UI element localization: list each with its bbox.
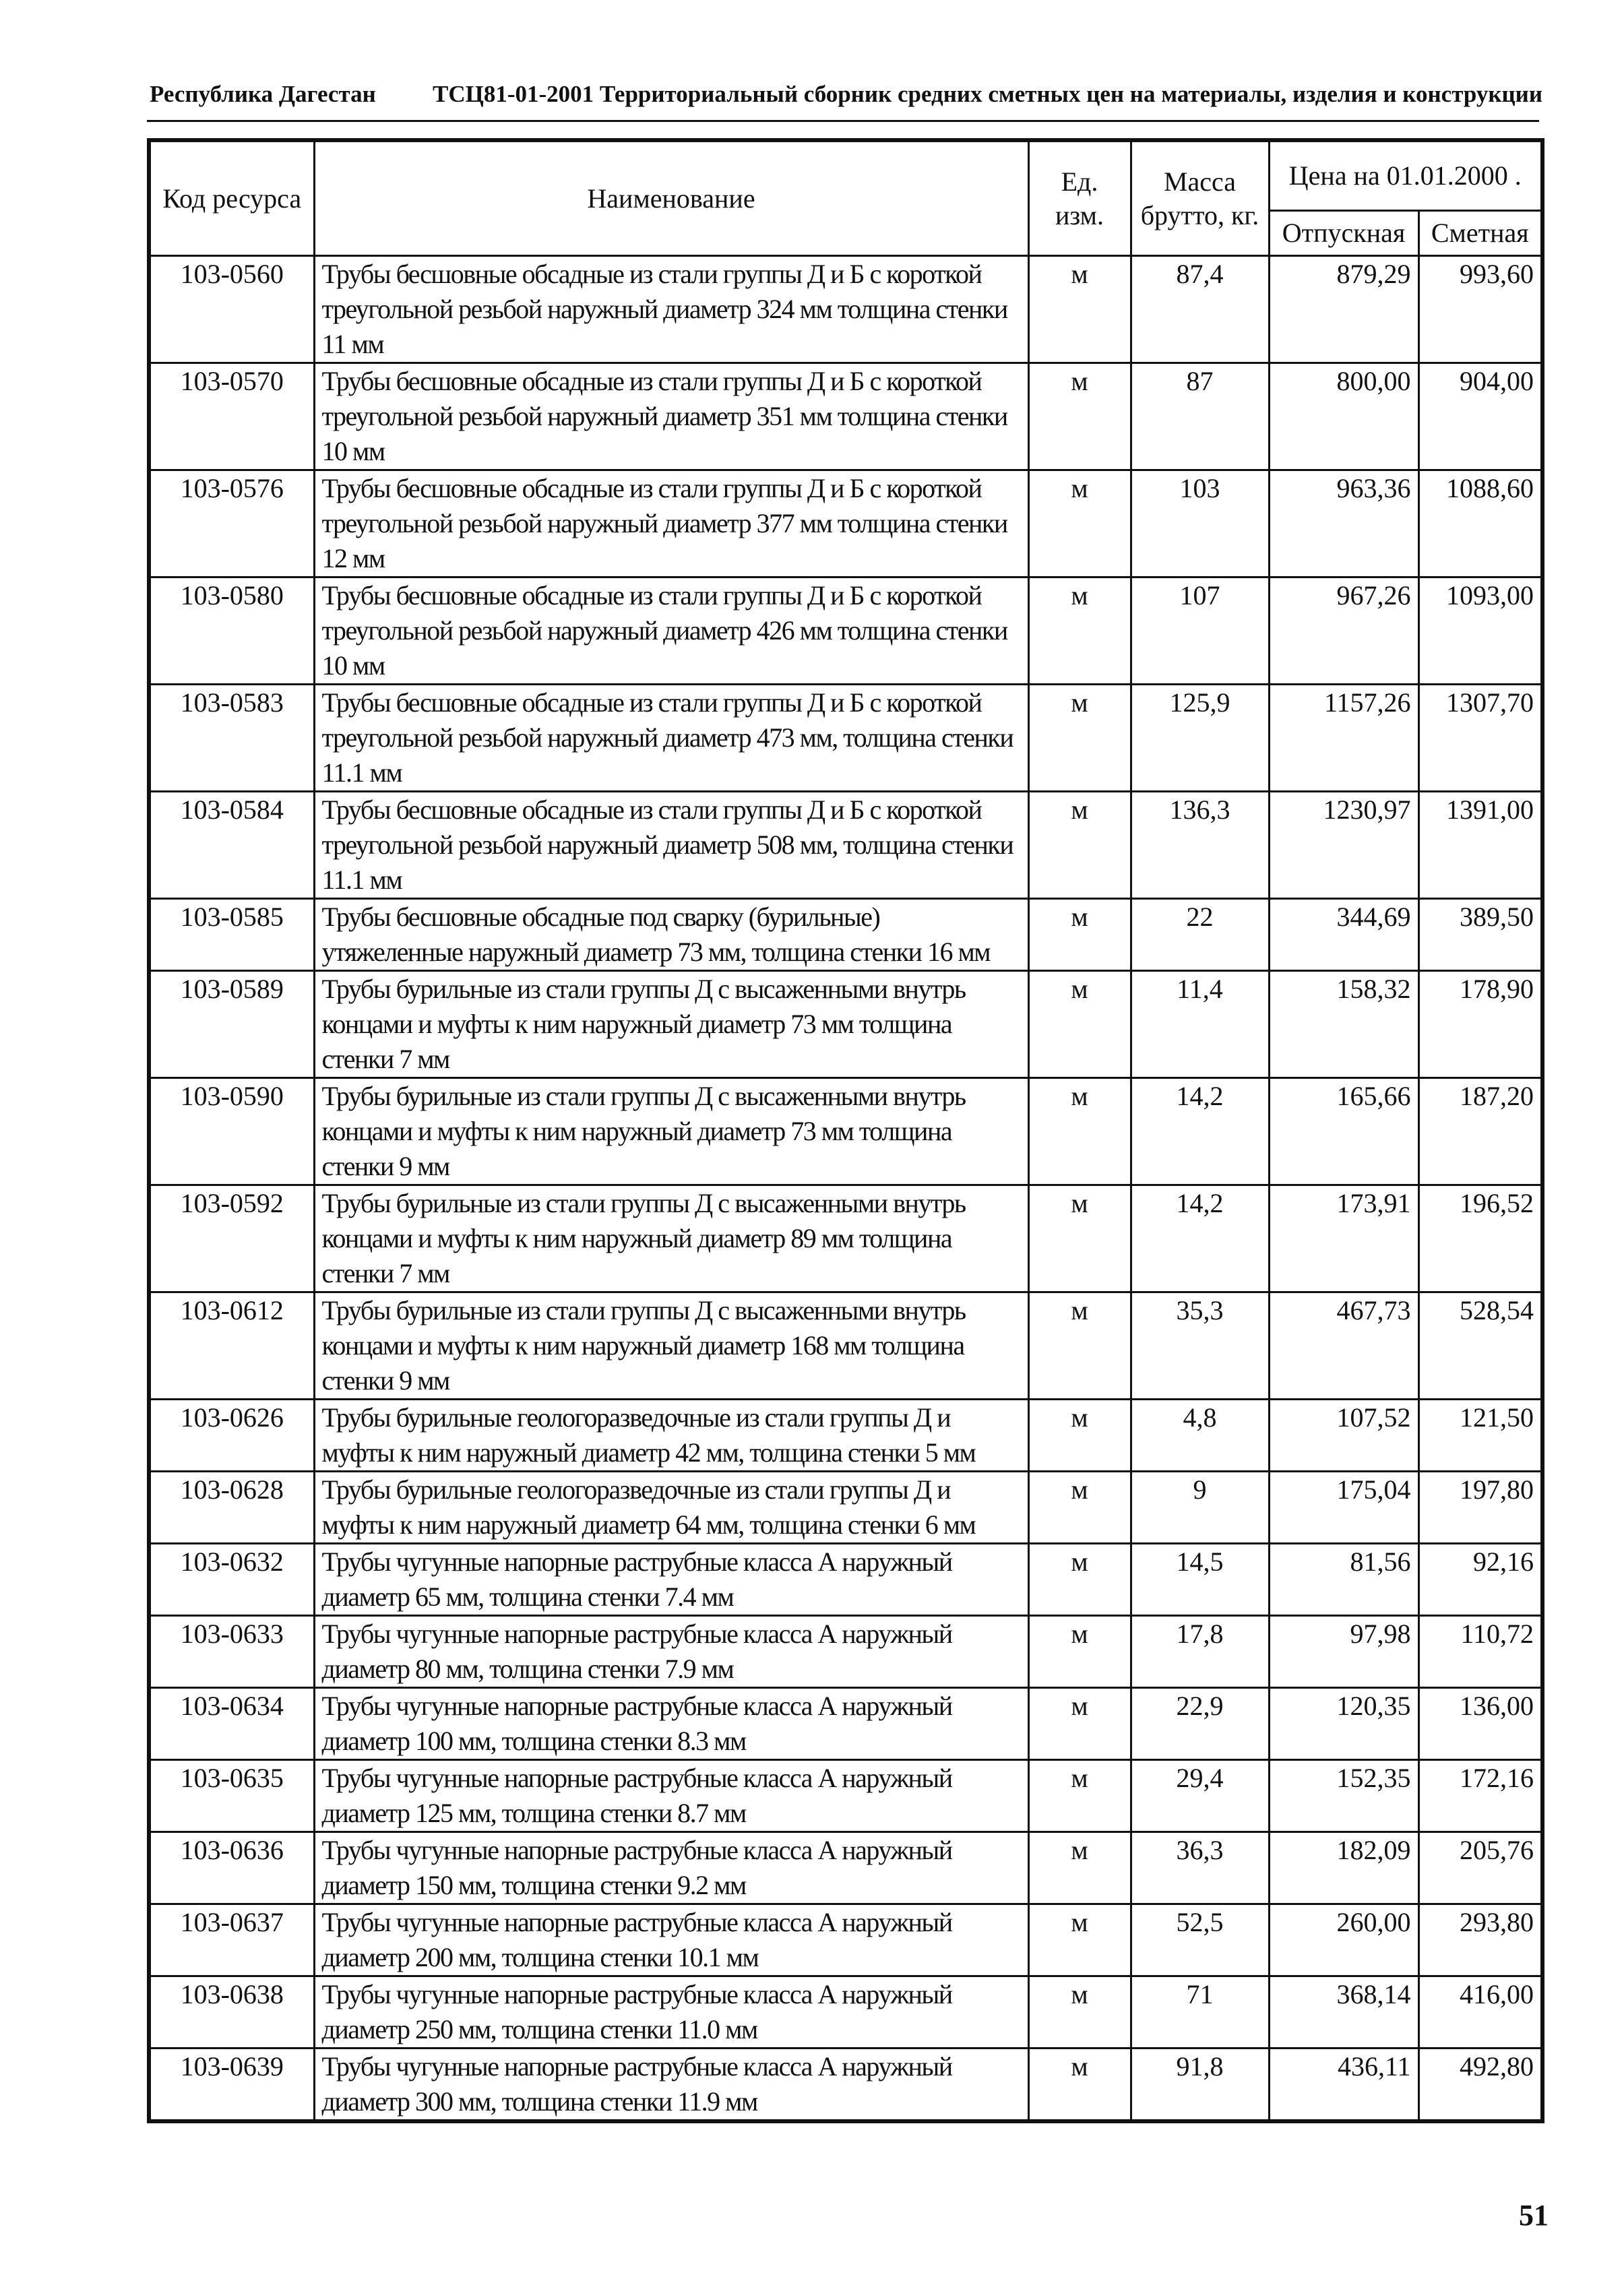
resource-name-cell: Трубы чугунные напорные раструбные класса А наружный диаметр 100 мм, толщина стенки 8.3 мм — [314, 1688, 1028, 1760]
table-row — [149, 1185, 1542, 1292]
resource-code-cell: 103-0584 — [149, 792, 314, 899]
estimate-price-cell: 904,00 — [1418, 363, 1542, 470]
table-row — [149, 1904, 1542, 1976]
resource-name-cell: Трубы чугунные напорные раструбные класса А наружный диаметр 200 мм, толщина стенки 10.1 мм — [314, 1904, 1028, 1976]
estimate-price-cell: 205,76 — [1418, 1832, 1542, 1904]
gross-mass-cell: 14,5 — [1131, 1544, 1269, 1616]
estimate-price-cell: 196,52 — [1418, 1185, 1542, 1292]
resource-code-cell: 103-0632 — [149, 1544, 314, 1616]
estimate-price-cell: 178,90 — [1418, 971, 1542, 1078]
unit-cell: м — [1028, 363, 1131, 470]
unit-cell: м — [1028, 1544, 1131, 1616]
resource-name-cell: Трубы бурильные геологоразведочные из стали группы Д и муфты к ним наружный диаметр 64 мм, толщина стенки 6 мм — [314, 1472, 1028, 1544]
estimate-price-cell: 1093,00 — [1418, 577, 1542, 685]
page-number: 51 — [1519, 2199, 1549, 2232]
unit-cell: м — [1028, 1472, 1131, 1544]
table-row — [149, 363, 1542, 470]
table-row — [149, 577, 1542, 685]
resource-name-cell: Трубы чугунные напорные раструбные класса А наружный диаметр 65 мм, толщина стенки 7.4 мм — [314, 1544, 1028, 1616]
release-price-cell: 1230,97 — [1269, 792, 1418, 899]
table-row — [149, 792, 1542, 899]
gross-mass-cell: 107 — [1131, 577, 1269, 685]
estimate-price-cell: 110,72 — [1418, 1616, 1542, 1688]
table-row — [149, 971, 1542, 1078]
resource-name-cell: Трубы бесшовные обсадные из стали группы Д и Б с короткой треугольной резьбой наружный диаметр 426 мм толщина стенки 10 мм — [314, 577, 1028, 685]
gross-mass-cell: 14,2 — [1131, 1185, 1269, 1292]
release-price-cell: 175,04 — [1269, 1472, 1418, 1544]
gross-mass-cell: 9 — [1131, 1472, 1269, 1544]
gross-mass-cell: 71 — [1131, 1976, 1269, 2049]
resource-code-cell: 103-0626 — [149, 1400, 314, 1472]
unit-cell: м — [1028, 1400, 1131, 1472]
table-row — [149, 1292, 1542, 1400]
resource-code-cell: 103-0583 — [149, 685, 314, 792]
resource-name-cell: Трубы чугунные напорные раструбные класса А наружный диаметр 300 мм, толщина стенки 11.9 мм — [314, 2049, 1028, 2122]
estimate-price-cell: 389,50 — [1418, 899, 1542, 971]
unit-cell: м — [1028, 1976, 1131, 2049]
estimate-price-cell: 492,80 — [1418, 2049, 1542, 2122]
col-header-name: Наименование — [314, 140, 1028, 256]
unit-cell: м — [1028, 577, 1131, 685]
resource-name-cell: Трубы бурильные геологоразведочные из стали группы Д и муфты к ним наружный диаметр 42 мм, толщина стенки 5 мм — [314, 1400, 1028, 1472]
header-title: ТСЦ81-01-2001 Территориальный сборник средних сметных цен на материалы, изделия и конструкции — [433, 81, 1542, 107]
estimate-price-cell: 416,00 — [1418, 1976, 1542, 2049]
resource-name-cell: Трубы бесшовные обсадные из стали группы Д и Б с короткой треугольной резьбой наружный диаметр 377 мм толщина стенки 12 мм — [314, 470, 1028, 577]
release-price-cell: 368,14 — [1269, 1976, 1418, 2049]
resource-code-cell: 103-0580 — [149, 577, 314, 685]
resource-code-cell: 103-0637 — [149, 1904, 314, 1976]
table-row — [149, 1078, 1542, 1185]
table-row — [149, 256, 1542, 363]
estimate-price-cell: 197,80 — [1418, 1472, 1542, 1544]
resource-code-cell: 103-0628 — [149, 1472, 314, 1544]
table-body — [149, 256, 1542, 2122]
unit-cell: м — [1028, 685, 1131, 792]
table-row — [149, 1688, 1542, 1760]
release-price-cell: 879,29 — [1269, 256, 1418, 363]
price-table — [147, 138, 1544, 2123]
header-region: Республика Дагестан — [150, 81, 376, 107]
estimate-price-cell: 172,16 — [1418, 1760, 1542, 1832]
col-header-unit: Ед. изм. — [1028, 140, 1131, 256]
release-price-cell: 260,00 — [1269, 1904, 1418, 1976]
release-price-cell: 97,98 — [1269, 1616, 1418, 1688]
release-price-cell: 158,32 — [1269, 971, 1418, 1078]
table-row — [149, 1616, 1542, 1688]
release-price-cell: 963,36 — [1269, 470, 1418, 577]
estimate-price-cell: 528,54 — [1418, 1292, 1542, 1400]
estimate-price-cell: 993,60 — [1418, 256, 1542, 363]
resource-name-cell: Трубы бурильные из стали группы Д с высаженными внутрь концами и муфты к ним наружный диаметр 168 мм толщина стенки 9 мм — [314, 1292, 1028, 1400]
unit-cell: м — [1028, 1185, 1131, 1292]
table-row — [149, 685, 1542, 792]
release-price-cell: 436,11 — [1269, 2049, 1418, 2122]
unit-cell: м — [1028, 1760, 1131, 1832]
gross-mass-cell: 29,4 — [1131, 1760, 1269, 1832]
gross-mass-cell: 14,2 — [1131, 1078, 1269, 1185]
release-price-cell: 467,73 — [1269, 1292, 1418, 1400]
resource-name-cell: Трубы бесшовные обсадные из стали группы Д и Б с короткой треугольной резьбой наружный диаметр 473 мм, толщина стенки 11.1 мм — [314, 685, 1028, 792]
resource-code-cell: 103-0635 — [149, 1760, 314, 1832]
gross-mass-cell: 87 — [1131, 363, 1269, 470]
release-price-cell: 81,56 — [1269, 1544, 1418, 1616]
unit-cell: м — [1028, 899, 1131, 971]
table-row — [149, 1976, 1542, 2049]
resource-code-cell: 103-0634 — [149, 1688, 314, 1760]
unit-cell: м — [1028, 792, 1131, 899]
table-row — [149, 1760, 1542, 1832]
estimate-price-cell: 92,16 — [1418, 1544, 1542, 1616]
resource-code-cell: 103-0612 — [149, 1292, 314, 1400]
table-row — [149, 470, 1542, 577]
estimate-price-cell: 1391,00 — [1418, 792, 1542, 899]
resource-name-cell: Трубы бесшовные обсадные из стали группы Д и Б с короткой треугольной резьбой наружный диаметр 324 мм толщина стенки 11 мм — [314, 256, 1028, 363]
resource-code-cell: 103-0560 — [149, 256, 314, 363]
resource-name-cell: Трубы бесшовные обсадные под сварку (бурильные) утяжеленные наружный диаметр 73 мм, толщина стенки 16 мм — [314, 899, 1028, 971]
table-row — [149, 1472, 1542, 1544]
table-row — [149, 1544, 1542, 1616]
unit-cell: м — [1028, 971, 1131, 1078]
unit-cell: м — [1028, 1832, 1131, 1904]
gross-mass-cell: 35,3 — [1131, 1292, 1269, 1400]
release-price-cell: 152,35 — [1269, 1760, 1418, 1832]
release-price-cell: 165,66 — [1269, 1078, 1418, 1185]
table-row — [149, 2049, 1542, 2122]
gross-mass-cell: 22,9 — [1131, 1688, 1269, 1760]
unit-cell: м — [1028, 1616, 1131, 1688]
estimate-price-cell: 121,50 — [1418, 1400, 1542, 1472]
gross-mass-cell: 11,4 — [1131, 971, 1269, 1078]
release-price-cell: 182,09 — [1269, 1832, 1418, 1904]
resource-name-cell: Трубы бурильные из стали группы Д с высаженными внутрь концами и муфты к ним наружный диаметр 73 мм толщина стенки 9 мм — [314, 1078, 1028, 1185]
release-price-cell: 800,00 — [1269, 363, 1418, 470]
estimate-price-cell: 1307,70 — [1418, 685, 1542, 792]
resource-code-cell: 103-0639 — [149, 2049, 314, 2122]
gross-mass-cell: 103 — [1131, 470, 1269, 577]
resource-name-cell: Трубы бурильные из стали группы Д с высаженными внутрь концами и муфты к ним наружный диаметр 73 мм толщина стенки 7 мм — [314, 971, 1028, 1078]
resource-code-cell: 103-0592 — [149, 1185, 314, 1292]
gross-mass-cell: 125,9 — [1131, 685, 1269, 792]
table-row — [149, 1400, 1542, 1472]
unit-cell: м — [1028, 1904, 1131, 1976]
col-header-code: Код ресурса — [149, 140, 314, 256]
gross-mass-cell: 17,8 — [1131, 1616, 1269, 1688]
resource-name-cell: Трубы чугунные напорные раструбные класса А наружный диаметр 250 мм, толщина стенки 11.0 мм — [314, 1976, 1028, 2049]
resource-code-cell: 103-0576 — [149, 470, 314, 577]
table-head — [149, 140, 1542, 256]
release-price-cell: 1157,26 — [1269, 685, 1418, 792]
resource-code-cell: 103-0589 — [149, 971, 314, 1078]
resource-code-cell: 103-0633 — [149, 1616, 314, 1688]
resource-code-cell: 103-0570 — [149, 363, 314, 470]
resource-name-cell: Трубы чугунные напорные раструбные класса А наружный диаметр 80 мм, толщина стенки 7.9 мм — [314, 1616, 1028, 1688]
resource-code-cell: 103-0585 — [149, 899, 314, 971]
gross-mass-cell: 22 — [1131, 899, 1269, 971]
gross-mass-cell: 91,8 — [1131, 2049, 1269, 2122]
release-price-cell: 120,35 — [1269, 1688, 1418, 1760]
estimate-price-cell: 136,00 — [1418, 1688, 1542, 1760]
resource-name-cell: Трубы бесшовные обсадные из стали группы Д и Б с короткой треугольной резьбой наружный диаметр 351 мм толщина стенки 10 мм — [314, 363, 1028, 470]
resource-name-cell: Трубы чугунные напорные раструбные класса А наружный диаметр 150 мм, толщина стенки 9.2 мм — [314, 1832, 1028, 1904]
unit-cell: м — [1028, 256, 1131, 363]
release-price-cell: 967,26 — [1269, 577, 1418, 685]
resource-code-cell: 103-0638 — [149, 1976, 314, 2049]
estimate-price-cell: 1088,60 — [1418, 470, 1542, 577]
col-header-mass: Масса брутто, кг. — [1131, 140, 1269, 256]
release-price-cell: 173,91 — [1269, 1185, 1418, 1292]
release-price-cell: 344,69 — [1269, 899, 1418, 971]
col-header-price-group: Цена на 01.01.2000 . — [1269, 140, 1542, 211]
resource-name-cell: Трубы бесшовные обсадные из стали группы Д и Б с короткой треугольной резьбой наружный диаметр 508 мм, толщина стенки 11.1 мм — [314, 792, 1028, 899]
gross-mass-cell: 52,5 — [1131, 1904, 1269, 1976]
page-header — [150, 73, 1542, 113]
estimate-price-cell: 187,20 — [1418, 1078, 1542, 1185]
release-price-cell: 107,52 — [1269, 1400, 1418, 1472]
estimate-price-cell: 293,80 — [1418, 1904, 1542, 1976]
resource-name-cell: Трубы чугунные напорные раструбные класса А наружный диаметр 125 мм, толщина стенки 8.7 мм — [314, 1760, 1028, 1832]
unit-cell: м — [1028, 1078, 1131, 1185]
resource-code-cell: 103-0590 — [149, 1078, 314, 1185]
resource-name-cell: Трубы бурильные из стали группы Д с высаженными внутрь концами и муфты к ним наружный диаметр 89 мм толщина стенки 7 мм — [314, 1185, 1028, 1292]
unit-cell: м — [1028, 1292, 1131, 1400]
unit-cell: м — [1028, 2049, 1131, 2122]
unit-cell: м — [1028, 470, 1131, 577]
gross-mass-cell: 4,8 — [1131, 1400, 1269, 1472]
header-rule — [147, 120, 1539, 122]
gross-mass-cell: 136,3 — [1131, 792, 1269, 899]
col-header-price-release: Отпускная — [1269, 211, 1418, 256]
unit-cell: м — [1028, 1688, 1131, 1760]
gross-mass-cell: 87,4 — [1131, 256, 1269, 363]
col-header-price-estimate: Сметная — [1418, 211, 1542, 256]
resource-code-cell: 103-0636 — [149, 1832, 314, 1904]
gross-mass-cell: 36,3 — [1131, 1832, 1269, 1904]
table-row — [149, 899, 1542, 971]
table-row — [149, 1832, 1542, 1904]
